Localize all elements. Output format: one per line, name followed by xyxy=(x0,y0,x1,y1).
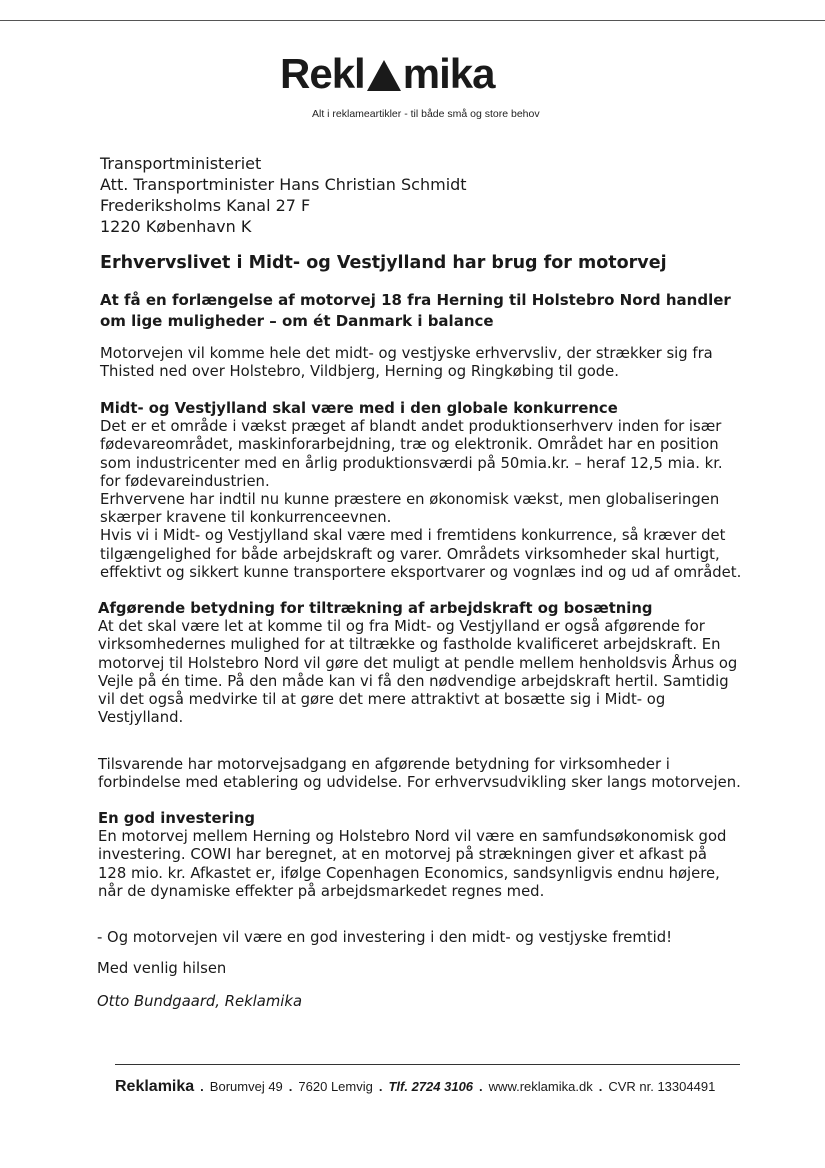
section-heading: Afgørende betydning for tiltrækning af arbejdskraft og bosætning xyxy=(98,600,653,617)
text-line: 128 mio. kr. Afkastet er, ifølge Copenhagen Economics, sandsynligvis endnu højere, xyxy=(98,864,720,882)
recipient-address xyxy=(100,153,467,237)
closing-line: - Og motorvejen vil være en god investering i den midt- og vestjyske fremtid! xyxy=(97,929,673,946)
section-global-competition xyxy=(100,400,741,582)
recipient-line: Transportministeriet xyxy=(100,154,262,173)
text-line: Hvis vi i Midt- og Vestjylland skal være med i fremtidens konkurrence, så kræver det xyxy=(100,527,726,545)
text-line: vil det også medvirke til at gøre det mere attraktivt at bosætte sig i Midt- og xyxy=(98,691,666,709)
intro-paragraph xyxy=(100,345,713,381)
logo-tagline: Alt i reklameartikler - til både små og store behov xyxy=(312,108,540,120)
text-line: forbindelse med etablering og udvidelse. For erhvervsudvikling sker langs motorvejen. xyxy=(98,774,741,792)
logo-wordmark xyxy=(280,50,494,98)
letter-subtitle xyxy=(100,290,731,332)
text-line: for fødevareindustrien. xyxy=(100,472,270,490)
text-line: motorvej til Holstebro Nord vil gøre det muligt at pendle mellem henholdsvis Århus og xyxy=(98,654,738,672)
text-line: effektivt og sikkert kunne transportere eksportvarer og vognlæs ind og ud af området. xyxy=(100,563,742,581)
paragraph-motorway-access xyxy=(98,756,741,792)
footer-separator: . xyxy=(288,1079,293,1094)
text-line: Vejle på én time. På den måde kan vi få den nødvendige arbejdskraft hertil. Samtidig xyxy=(98,672,729,690)
footer-separator: . xyxy=(598,1079,603,1094)
text-line: investering. COWI har beregnet, at en motorvej på strækningen giver et afkast på xyxy=(98,846,707,864)
signature: Otto Bundgaard, Reklamika xyxy=(97,993,303,1010)
text-line: En motorvej mellem Herning og Holstebro Nord vil være en samfundsøkonomisk god xyxy=(98,828,727,846)
text-line: fødevareområdet, maskinforarbejdning, træ og elektronik. Området har en position xyxy=(100,436,719,454)
subtitle-line: om lige muligheder – om ét Danmark i balance xyxy=(100,312,494,330)
text-line: Motorvejen vil komme hele det midt- og vestjyske erhvervsliv, der strækker sig fra xyxy=(100,345,713,362)
section-heading: En god investering xyxy=(98,810,255,827)
text-line: som industricenter med en årlig produktionsværdi på 50mia.kr. – heraf 12,5 mia. kr. xyxy=(100,454,723,472)
recipient-line: Att. Transportminister Hans Christian Schmidt xyxy=(100,175,467,194)
text-line: Vestjylland. xyxy=(98,709,184,727)
footer-company-name: Reklamika xyxy=(115,1078,195,1095)
section-heading: Midt- og Vestjylland skal være med i den globale konkurrence xyxy=(100,400,618,417)
section-labour xyxy=(98,600,737,727)
footer-separator: . xyxy=(479,1079,483,1094)
logo-text-right: mika xyxy=(402,50,495,97)
text-line: når de dynamiske effekter på arbejdsmarkedet regnes med. xyxy=(98,882,545,900)
text-line: Det er et område i vækst præget af blandt andet produktionserhverv inden for især xyxy=(100,418,722,436)
text-line: virksomhedernes mulighed for at tiltrække og fastholde kvalificeret arbejdskraft. En xyxy=(98,636,721,654)
text-line: Tilsvarende har motorvejsadgang en afgørende betydning for virksomheder i xyxy=(98,756,670,773)
footer-separator: . xyxy=(378,1079,383,1094)
greeting: Med venlig hilsen xyxy=(97,960,227,977)
logo-triangle-icon xyxy=(366,58,402,92)
subtitle-line: At få en forlængelse af motorvej 18 fra Herning til Holstebro Nord handler xyxy=(100,291,731,309)
footer-rule xyxy=(115,1064,740,1065)
footer-cvr: CVR nr. 13304491 xyxy=(608,1079,716,1094)
section-investment xyxy=(98,810,726,901)
footer-website: www.reklamika.dk xyxy=(488,1079,593,1094)
footer-city: 7620 Lemvig xyxy=(298,1079,373,1094)
text-line: Thisted ned over Holstebro, Vildbjerg, Herning og Ringkøbing til gode. xyxy=(100,363,619,381)
text-line: tilgængelighed for både arbejdskraft og varer. Områdets virksomheder skal hurtigt, xyxy=(100,545,720,563)
text-line: At det skal være let at komme til og fra Midt- og Vestjylland er også afgørende for xyxy=(98,618,705,636)
footer-separator: . xyxy=(200,1079,204,1094)
text-line: skærper kravene til konkurrenceevnen. xyxy=(100,509,392,527)
letter-title: Erhvervslivet i Midt- og Vestjylland har brug for motorvej xyxy=(100,253,667,273)
footer-phone: Tlf. 2724 3106 xyxy=(388,1079,474,1094)
recipient-line: 1220 København K xyxy=(100,217,252,236)
footer-address: Borumvej 49 xyxy=(209,1079,283,1094)
top-rule xyxy=(0,20,825,21)
logo-text-left: Rekl xyxy=(280,50,365,97)
text-line: Erhvervene har indtil nu kunne præstere en økonomisk vækst, men globaliseringen xyxy=(100,491,720,509)
recipient-line: Frederiksholms Kanal 27 F xyxy=(100,196,311,215)
footer xyxy=(115,1078,715,1096)
